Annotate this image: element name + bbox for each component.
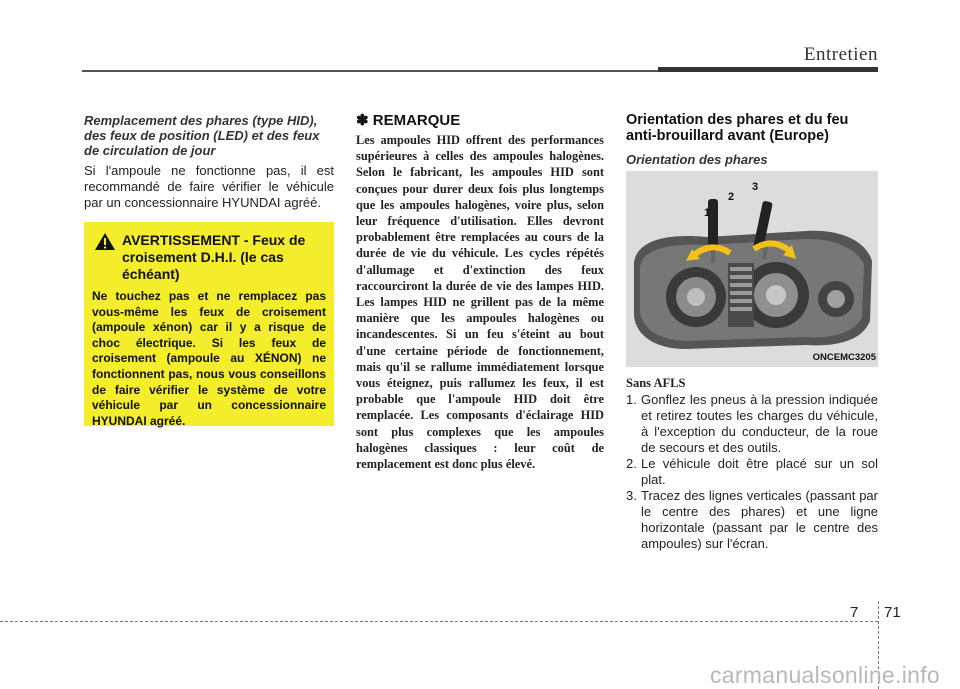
page-number: 71: [884, 604, 901, 621]
header-rule-accent: [658, 67, 878, 72]
callout-3: 3: [752, 181, 759, 193]
headlight-aiming-heading: Orientation des phares et du feu anti-brouillard avant (Europe): [626, 112, 849, 144]
callout-1: 1: [704, 207, 711, 219]
hid-replacement-paragraph: Si l'ampoule ne fonctionne pas, il est recommandé de faire vérifier le véhicule par un concessionnaire HYUNDAI agréé.: [84, 163, 334, 210]
remark-body: Les ampoules HID offrent des performances supérieures à celles des ampoules halogènes. Selon le fabricant, les ampoules HID sont conçues pour durer deux fois plus longtemps que les ampoules halogènes, voire plus, selon leur fréquence d'utilisation. Elles devront probablement être remplacées au cours de la durée de vie du véhicule. Les cycles répétés d'allumage et d'extinction des feux raccourciront la durée de vie des lampes HID. Les lampes HID ne grillent pas de la même manière que les ampoules halogènes ou incandescentes. Si un feu s'éteint au bout d'une certaine période de fonctionnement, mais qu'il se rallume immédiatement lorsque vous éteignez, puis rallumez les feux, il est probable que l'ampoule HID doit être remplacée. Les composants d'éclairage HID sont plus complexes que les ampoules halogènes classiques : leur coût de remplacement est donc plus élevé.: [356, 133, 604, 472]
callout-2: 2: [728, 191, 735, 203]
chapter-number: 7: [850, 604, 859, 621]
list-item: 3. Tracez des lignes verticales (passant par le centre des phares) et une ligne horizontale (passant par le centre des ampoules) sur l'écran.: [626, 488, 878, 551]
middle-column: [356, 112, 604, 472]
warning-triangle-icon: [94, 232, 116, 255]
warning-title: AVERTISSEMENT - Feux de croisement D.H.I. (le cas échéant): [122, 232, 306, 282]
hid-replacement-heading: Remplacement des phares (type HID), des feux de position (LED) et des feux de circulation de jour: [84, 113, 320, 158]
warning-box: [84, 222, 334, 426]
left-column: [84, 113, 334, 211]
footer-divider: [0, 621, 878, 622]
list-item: 1. Gonflez les pneus à la pression indiquée et retirez toutes les charges du véhicule, à l'exception du conducteur, de la roue de secours et des outils.: [626, 392, 878, 455]
sans-afls-label: Sans AFLS: [626, 376, 686, 390]
list-item: 2. Le véhicule doit être placé sur un sol plat.: [626, 456, 878, 487]
figure-code: ONCEMC3205: [812, 352, 876, 363]
section-title: Entretien: [803, 44, 878, 65]
watermark: carmanualsonline.info: [709, 662, 940, 688]
right-column: [626, 112, 878, 168]
headlamp-photo: [626, 171, 878, 367]
headlamp-illustration: [626, 171, 878, 367]
remark-title: ✽ REMARQUE: [356, 112, 461, 129]
warning-body: Ne touchez pas et ne remplacez pas vous-même les feux de croisement (ampoule xénon) car il y a risque de choc électrique. Si les feux de croisement (ampoule au XÉNON) ne fonctionnent pas, nous vous conseillons de faire vérifier le système de votre véhicule par un concessionnaire HYUNDAI agréé.: [92, 289, 326, 428]
headlight-aiming-subheading: Orientation des phares: [626, 152, 768, 167]
aiming-steps: [626, 392, 878, 552]
